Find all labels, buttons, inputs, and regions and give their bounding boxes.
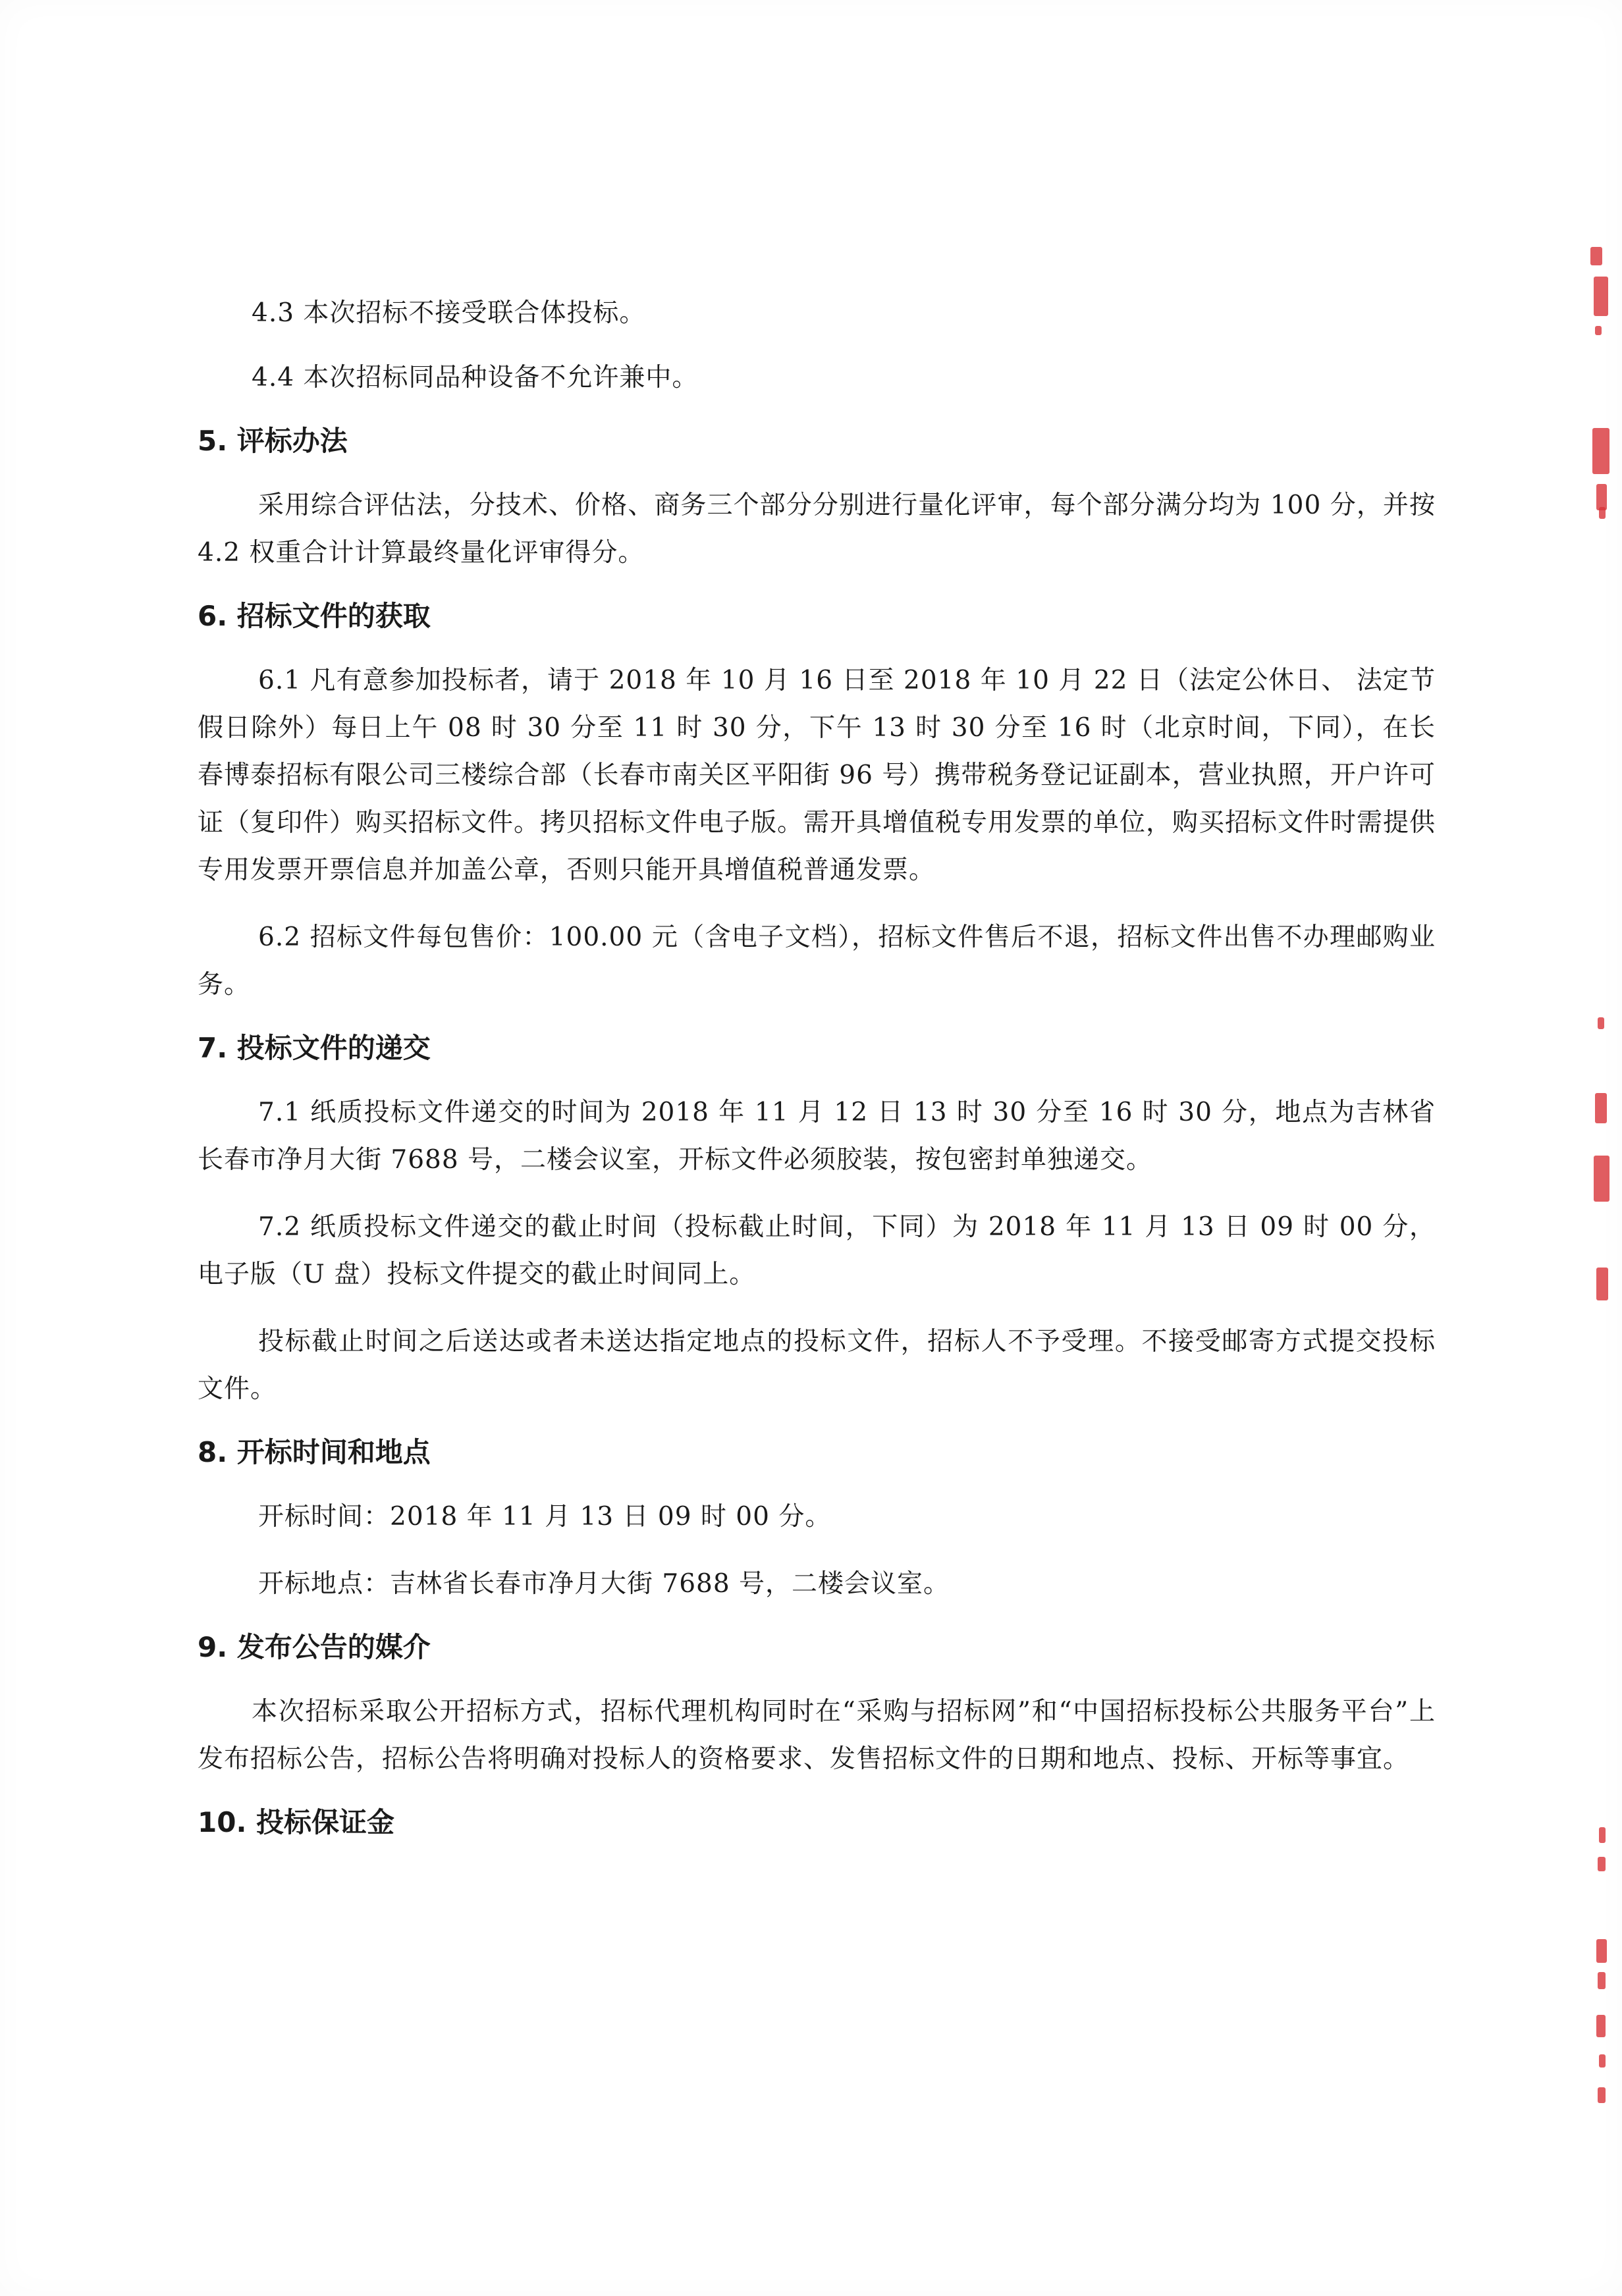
clause-6-2: 6.2 招标文件每包售价：100.00 元（含电子文档），招标文件售后不退，招标文件出售不办理邮购业务。: [198, 922, 1436, 1000]
clause-7-1: 7.1 纸质投标文件递交的时间为 2018 年 11 月 12 日 13 时 30 分至 16 时 30 分，地点为吉林省长春市净月大街 7688 号，二楼会议室，开标文件必须胶装，按包密封单独递交。: [198, 1098, 1436, 1175]
clause-4-3: 4.3 本次招标不接受联合体投标。: [252, 298, 646, 328]
section-7-note: 投标截止时间之后送达或者未送达指定地点的投标文件，招标人不予受理。不接受邮寄方式提交投标文件。: [198, 1327, 1436, 1404]
clause-4-4: 4.4 本次招标同品种设备不允许兼中。: [252, 363, 699, 392]
section-7: [198, 1028, 1436, 1413]
section-5-title: 5. 评标办法: [198, 425, 348, 457]
section-10: [198, 1803, 1436, 1842]
section-7-title: 7. 投标文件的递交: [198, 1032, 431, 1064]
section-8: [198, 1433, 1436, 1608]
clause-6-1: 6.1 凡有意参加投标者，请于 2018 年 10 月 16 日至 2018 年 10 月 22 日（法定公休日、 法定节假日除外）每日上午 08 时 30 分至 11 时 30 分，下午 13 时 30 分至 16 时（北京时间，下同），在长春博泰招标有限公司三楼综合部（长春市南关区平阳街 96 号）携带税务登记证副本，营业执照，开户许可证（复印件）购买招标文件。拷贝招标文件电子版。需开具增值税专用发票的单位，购买招标文件时需提供专用发票开票信息并加盖公章，否则只能开具增值税普通发票。: [198, 666, 1436, 885]
clause-7-2: 7.2 纸质投标文件递交的截止时间（投标截止时间，下同）为 2018 年 11 月 13 日 09 时 00 分，电子版（U 盘）投标文件提交的截止时间同上。: [198, 1212, 1436, 1289]
section-9: [198, 1628, 1436, 1783]
section-10-title: 10. 投标保证金: [198, 1806, 395, 1838]
section-9-paragraph: 本次招标采取公开招标方式，招标代理机构同时在“采购与招标网”和“中国招标投标公共服务平台”上发布招标公告，招标公告将明确对投标人的资格要求、发售招标文件的日期和地点、投标、开标等事宜。: [198, 1697, 1436, 1774]
section-6-title: 6. 招标文件的获取: [198, 600, 431, 632]
section-6: [198, 597, 1436, 1009]
document-body: [198, 290, 1436, 1863]
section-5: [198, 421, 1436, 577]
bid-opening-time: 开标时间：2018 年 11 月 13 日 09 时 00 分。: [258, 1502, 832, 1532]
section-8-title: 8. 开标时间和地点: [198, 1436, 431, 1468]
section-5-paragraph: 采用综合评估法，分技术、价格、商务三个部分分别进行量化评审，每个部分满分均为 100 分，并按 4.2 权重合计计算最终量化评审得分。: [198, 491, 1436, 568]
bid-opening-location: 开标地点：吉林省长春市净月大街 7688 号，二楼会议室。: [258, 1569, 950, 1599]
section-9-title: 9. 发布公告的媒介: [198, 1631, 431, 1663]
